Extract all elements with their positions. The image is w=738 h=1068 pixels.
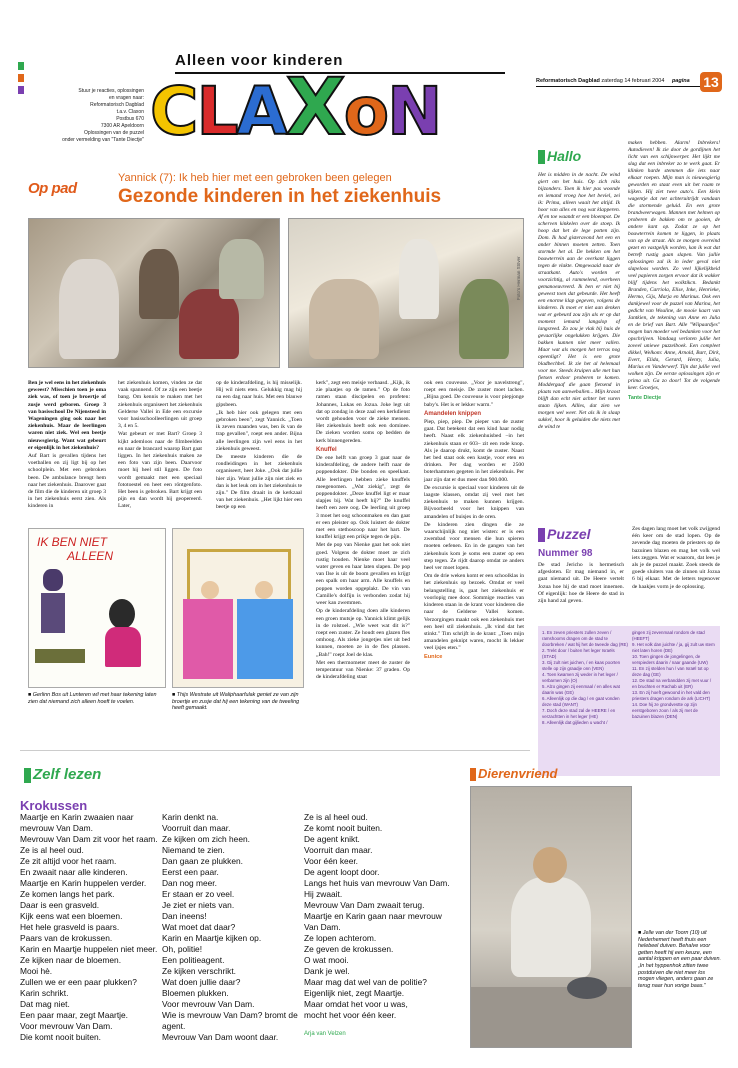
pigeon-photo <box>470 786 632 1048</box>
op-pad-tag: Op pad <box>28 180 77 197</box>
body-paragraph: Om de drie weken komt er een schoolklas in het ziekenhuis op bezoek. Omdat er veel belangstelling is, gaat het ziekenhuis er voorlopig mee door. Sommige reacties van kinderen staan in de krant voor kinderen die naar de Gelderse Vallei komen. Verzorgingen maakt ook een ziekenhuis met een heel stil ziekenhuis. „Ik vind dat het stinkt." Tim schrijft in de krant: „Toen mijn amandelen geknipt waren, mocht ik lekker veel ijsjes eten." <box>424 573 524 652</box>
clue: 5. Alzo gingen zij eenmaal / en alles wat daarin was (GE) <box>542 684 620 695</box>
clue: 2. Trekt door / buiten het leger Israëls (STAD) <box>542 648 615 659</box>
hospital-photo-1 <box>28 218 280 368</box>
clue: 12. De stad na verbandden zij met vuur / en bruchten er Rachab uit (ER) <box>632 678 712 689</box>
claxon-logo <box>150 63 500 153</box>
body-paragraph: Met de pop van Nienke gaat het ook niet goed. Volgens de dokter moet ze zich rustig houden. Nienke moet haar veel water geven en haar laten slapen. De pop van Ilse is uit de boom gevallen en krijgt een spalk om haar arm. Alle knuffels en poppen worden opgeplakt. De vin van Camille's dolfijn is verbonden zodat hij weer kan zwemmen. <box>316 542 410 607</box>
page-number: 13 <box>703 74 719 90</box>
contact-block: Stuur je reacties, oplossingen en vragen naar: Reformatorisch Dagblad t.a.v. Claxon Postbus 670 7300 AR Apeldoorn Oplossingen van de puzzel onder vermelding van "Tante Diectje" <box>62 88 144 143</box>
body-paragraph: kerk", zegt een meisje verbaasd. „Kijk, ik zie plaatjes op de ramen." Op de foto ramen staan discipelen en profeten: Johannes, Lukas en Jozua. Joke legt uit dat op zondag in deze zaal een kerkdienst wordt gehouden voor de zieke mensen. Het ziekenhuis heeft ook een dominee. De zieken worden soms op bedden de kerk binnengereden. <box>316 380 410 444</box>
clue: 1. En zeven priesters zullen zeven / ramshoorns dragen om de stad te doorbreken / wat hij het de tweede dag (RE) <box>542 630 628 647</box>
clue: 10. Toen gingen de jongelingen, de verspieders daarin / naar gaande (UW) <box>632 654 708 665</box>
body-paragraph: het ziekenhuis komen, vinden ze dat vaak spannend. Of ze zijn een beetje bang. Om kennis te maken met het ziekenhuis organiseert het ziekenhuis Gelderse Vallei in Ede een excursie voor basisschoolleerlingen uit groep 3, 4 en 5. <box>118 380 202 430</box>
drawing-text-line1: IK BEN NIET <box>37 535 108 549</box>
hallo-body: maken hebben. Alarm! Inbrekers! Autodieven! Ik zie door de gordijnen het licht van een schijnwerper. Het lijkt me slag dat een inbreker zo te werk gaat. Er klinken harde stemmen die iets naar elkaar roepen. Mijn man is nieuwsgierig geworden en staat even uit het raam te kijken. Hij ziet twee auto's. Een klein wagentje dat net achteruitrijdt vandaan die stormende geluid. En een grote brandweerwagen. Mannen met helmen op proberen de bakken om te gooien, de andere kant op. Zodat ze op het bouwterrein komen te liggen, in plaats van op de straat. Als ze morgen overeind gezet en vastgelijk worden, kan ik wat dat betreft rustig gaan slapen. Van jullie oplossingen zal ik in ieder geval niet slapeloos worden. Zo veel lijkelijkheid veel papieren zorgen ervoor dat ik wakker blijf tijdens het wolktikcn. Bedankt Branden, Carriola, Elise, Inke, Henrieke, Hermo, Gijs, Marja en Marinus. Ook een dankjewel voor de puzzel van Marina, het gedicht van Wouline, de mooie kaart van Jantkien, de tekening van Anne en Julia en de brief van Bart. Alle "Wiipaardjes" mogen hun moeder wel bedanken voor het opschrijven. Vandaag verloten jullie het zoveel uniewe puzzelboek. Een compleet dikkel, Welkom: Anne, Arnold, Bart, Dirk, Evert, Elida, Gerard, Henry, Julia, Marius en Vanderwerf. Tijn dat jullie veel wolken zijn. De eerste oplossingen zijn er prima uit. Ga zo door! Tot de volgende keer. Groetjes, <box>628 140 720 391</box>
logo-letter-n: N <box>387 73 441 150</box>
paper-name: Reformatorisch Dagblad <box>536 78 600 84</box>
body-paragraph: De meeste kinderen die de rondleidingen in het ziekenhuis organiseert, heet Joke. „Ook dat jullie hier zijn. Want jullie zijn niet ziek en dan is het leuk om in het ziekenhuis te zijn." De film draait in de kerkzaal van het ziekenhuis. „Het lijkt hier een beetje op een <box>216 454 302 511</box>
hospital-photo-2 <box>288 218 524 368</box>
body-paragraph: Piep, piep, piep. De pieper van de zuster gaat. Dat betekent dat een kind haar nodig heeft. Naast elk ziekenhuisbed –in het ziekenhuis staan er 603– zit een rode knop. Als je daarop drukt, komt de zuster. Naast het bed staat ook een kastje, voor eten en drinken. Per dag worden er 2500 boterhammen gegeten in het ziekenhuis. Per jaar zijn dat er dus meer dan 900.000. <box>424 419 524 483</box>
hallo-column-2 <box>628 140 720 403</box>
op-pad-column-3 <box>216 380 302 513</box>
puzzel-clues-box <box>538 626 720 776</box>
clue: 6. Alleenlijk op die dag / en gaat vonden deze stad (WANT) <box>542 696 620 707</box>
hallo-signoff: Tante Diectje <box>628 395 662 401</box>
clue: 7. Doch deze stad zal de HEERE / en verzachtten in het leger (HE) <box>542 708 616 719</box>
story-title: Krokussen <box>20 798 88 813</box>
body-paragraph: Wat gebeurt er met Bart? Groep 3 kijkt ademloos naar de filmbeelden en naar de brancard waarop Bart gaat liggen. In het ziekenhuis maken ze een foto van zijn been. Daarvoor moet hij heel stil liggen. De foto wordt gemaakt met een speciaal fototoestel en heet een röntgenfoto. Het been is gebroken. Bart krijgt een pijn en dan wordt hij geopereerd. Later, <box>118 431 202 510</box>
clue: 8. Alleenlijk dat gijlieden u wacht / <box>542 720 608 725</box>
subhead-knuffel: Knuffel <box>316 446 337 453</box>
op-pad-kicker: Yannick (7): Ik heb hier met een gebroken been gelegen <box>118 172 392 184</box>
color-marker-orange <box>18 74 24 82</box>
body-paragraph: ook een couveuse. „Voor je navelstreng", roept een meisje. De zuster moet lachen. „Bijna goed. De couveuse is voor piepjonge baby's. Het is er lekker warm." <box>424 380 524 408</box>
logo-letter-o: o <box>343 73 388 150</box>
photo-credit: Foto's Herman Stöver <box>516 256 521 300</box>
paper-header <box>536 78 690 84</box>
color-marker-purple <box>18 86 24 94</box>
body-paragraph: De excursie is speciaal voor kinderen uit de laagste klassen, omdat zij veel met het ziekenhuis te maken kunnen krijgen. Bijvoorbeeld voor het knippen van amandelen of buisjes in de oren. <box>424 484 524 520</box>
issue-date: zaterdag 14 februari 2004 <box>601 78 665 84</box>
clues-left <box>542 630 628 726</box>
intro-paragraph: Ben je wel eens in het ziekenhuis geweest? Misschien toen je oma ziek was, of toen je broertje of zusje werd geboren. Groep 3 van basisschool De Nijensteed in Wageningen ging ook naar het ziekenhuis. Maar de leerlingen waren niet ziek. Wel een beetje nieuwsgierig. Want wat gebeurt er eigenlijk in het ziekenhuis? <box>28 380 106 451</box>
clue: 3. Gij zult niet juichen, / en kaas poorten stelle op zijn graadje onn (VEN) <box>542 660 621 671</box>
puzzel-tag: Puzzel <box>538 526 591 542</box>
op-pad-column-1 <box>28 380 106 512</box>
clue: 11. En zij stelden hun / van Israël tot op deze dag (GE) <box>632 666 709 677</box>
hallo-tag: Hallo <box>538 148 581 164</box>
puzzel-number: Nummer 98 <box>538 548 593 559</box>
clues-right <box>632 630 716 720</box>
clue: 13. En zij hoeft gewoond in het vald den priesters dragen rondom de ark (LICHT) <box>632 690 711 701</box>
byline: Eunice <box>424 653 443 660</box>
drawing-text-line2: ALLEEN <box>67 549 114 563</box>
zelf-lezen-tag: Zelf lezen <box>24 766 101 783</box>
drawing-1 <box>28 528 166 688</box>
clue: 14. Doe hij ze grondvestte op zijn eerstgeboren zoon / als zij met de bazuinen blazen (DEN) <box>632 702 698 719</box>
puzzel-intro: De stad Jericho is hermetisch afgesloten. Er mag niemand in, er gaat niemand uit. De Heere vertelt Jozua hoe hij de stad moet innemen. Of eigenlijk: hoe de Heere de stad in zijn hand zal geven. <box>538 562 624 605</box>
dierenvriend-icon <box>470 768 476 781</box>
puzzel-icon <box>538 528 545 542</box>
op-pad-column-2 <box>118 380 202 512</box>
op-pad-column-4 <box>316 380 410 682</box>
logo-letter-a: A <box>236 73 286 150</box>
header-rule <box>536 86 704 87</box>
puzzel-column-2: Zes dagen lang moet het volk zwijgend één keer om de stad lopen. Op de zevende dag moeten de priesters op de bazuinen blazen en mag het volk wel iets zeggen. Wat er waarom, dat lees je als je de puzzel maakt. Zoek steeds de goede sluiters van de zinnen uit Jozua 6 bij elkaar. Met de letters tegenover de haakjes vorm je de oplossing. <box>632 526 720 590</box>
drawing-2-caption: ■ Thijs Westrate uit Waliphaarfulak geniet ze van zijn broertje en zusje dat hij een tekening van de tweeling heeft gemaakt. <box>172 692 300 712</box>
clue: 9. Het volk dan juichte / ja, gij zult uw stem niet laten horen (DE) <box>632 642 715 653</box>
clue: 4. Toen kwamen zij weder in het leger / verbarnen zijn (O) <box>542 672 618 683</box>
logo-letter-l: L <box>196 73 237 150</box>
story-column-1: Maartje en Karin zwaaien naar mevrouw Van Dam. Mevrouw Van Dam zit voor het raam. Ze is al heel oud. Ze zit altijd voor het raam. En zwaait naar alle kinderen. Maartje en Karin huppelen verder. Ze komen langs het park. Daar is een grasveld. Kijk eens wat een bloemen. Het hele grasveld is paars. Paars van de krokussen. Karin en Maartje huppelen niet meer. Ze kijken naar de bloemen. Mooi hè. Zullen we er een paar plukken? Karin schrikt. Dat mag niet. Een paar maar, zegt Maartje. Voor mevrouw Van Dam. Die komt nooit buiten. <box>20 812 158 1042</box>
zelf-lezen-icon <box>24 768 31 783</box>
logo-letter-x: X <box>285 63 344 153</box>
op-pad-column-5 <box>424 380 524 662</box>
masthead-tagline: Alleen voor kinderen <box>175 52 344 69</box>
body-paragraph: Met een thermometer meet de zuster de temperatuur van Nienke: 37 graden. Op de kinderafdeling staat <box>316 659 410 681</box>
body-paragraph: Auf Bart is gevallen tijdens het voetballen en zij ligt bij op het schoolplein. Met een gebroken been. De ambulance brengt hem naar het ziekenhuis. Daarover gaat de film die de kinderen uit groep 3 in het ziekenhuis eerst zien. Als kinderen in <box>28 453 106 510</box>
body-paragraph: Op de kinderafdeling doen alle kinderen een groen mutsje op. Yannick klimt gelijk in de rolstoel. „Wie weet wat dit is?" roept een zuster. Ze houdt een glazen fles omhoog. Als zieke jongetjes niet uit bed kunnen, moeten ze in de fles plassen. „Bah!" roept Joel de klas. <box>316 608 410 658</box>
clue: gingen zij zevenmaal rondom de stad (HEEFT) <box>632 630 705 641</box>
body-paragraph: De ene helft van groep 3 gaat naar de kinderafdeling, de andere helft naar de poppendokter. Die bonden en speelkast. Alle leerlingen hebben zieke knuffels meegenomen. „Wat ziekig", zegt de poppendokter. „Deze knuffel ligt er maar slapjes bij. Wat heeft hij?" De knuffel heeft een zere oog. De leerling uit groep 3 moet het oog schoonmaken en dan gaat er een pleister op. Ook luistert de dokter met een stethoscoop naar het hart. De knuffel krijgt een prikje tegen de pijn. <box>316 455 410 541</box>
story-byline: Arja van Velzen <box>304 1031 346 1037</box>
page-number-badge <box>700 72 722 92</box>
color-marker-green <box>18 62 24 70</box>
page-label: pagina <box>671 78 690 84</box>
body-paragraph: „Ik heb hier ook gelegen met een gebroken been", zegt Yannick. „Toen ik zeven maanden was, ben ik van de trap gevallen", roept een ander. Bijna alle leerlingen zijn wel eens in het ziekenhuis geweest. <box>216 409 302 452</box>
op-pad-headline: Gezonde kinderen in het ziekenhuis <box>118 186 442 207</box>
logo-letter-c: C <box>150 73 197 150</box>
body-paragraph: De kinderen zien dingen die ze waarschijnlijk nog niet wisten: er is een zwembad voor mensen die hun spieren moeten oefenen. En in de gangen van het ziekenhuis kom je soms een zuster op een step tegen. Ze rijdt daarop omdat ze anders heel ver moet lopen. <box>424 521 524 572</box>
section-divider <box>20 750 530 751</box>
subhead-amandelen: Amandelen knippen <box>424 410 482 417</box>
dierenvriend-tag: Dierenvriend <box>470 766 557 781</box>
drawing-2 <box>172 528 304 688</box>
body-paragraph: op de kinderafdeling, is hij misselijk. Hij wil niets eten. Gelukkig mag hij na een dag naar huis. Met een blauwe gipsbeen. <box>216 380 302 408</box>
hallo-icon <box>538 150 545 164</box>
story-column-2: Karin denkt na. Voorruit dan maar. Ze kijken om zich heen. Niemand te zien. Dan gaan ze plukken. Eerst een paar. Dan nog meer. Er staan er zo veel. Je ziet er niets van. Dan ineens! Wat moet dat daar? Karin en Maartje kijken op. Oh, politie! Een politieagent. Ze kijken verschrikt. Wat doen jullie daar? Bloemen plukken. Voor mevrouw Van Dam. Wie is mevrouw Van Dam? bromt de agent. Mevrouw Van Dam woont daar. <box>162 812 298 1042</box>
drawing-1-caption: ■ Gerlinn Bos uit Lunteren wil met haar tekening laten zien dat niemand zich alleen hoeft te voelen. <box>28 692 157 705</box>
story-column-3: Ze is al heel oud. Ze komt nooit buiten. De agent knikt. Voorruit dan maar. Voor één keer. De agent loopt door. Langs het huis van mevrouw Van Dam. Hij zwaait. Mevrouw Van Dam zwaait terug. Maartje en Karin gaan naar mevrouw Van Dam. Ze lopen achterom. Ze geven de krokussen. O wat mooi. Dank je wel. Maar mag dat wel van de politie? Eigenlijk niet, zegt Maartje. Maar omdat het voor u was, mocht het voor één keer. Arja van Velzen <box>304 812 454 1040</box>
pigeon-caption: ■ Jelle van der Toorn (10) uit Nederhemert heeft thuis een helebeel duiven. Behalve voor getten heeft hij een keuze, een aantal krippen en een paar duiven. „In het hyppenhok zitten twee postduiven die niet meer los mogen vliegen, anders gaan ze terug naar hun vorige baas." <box>638 930 722 989</box>
hallo-column-1: Het is midden in de nacht. De wind giert om het huis. Op zich niks bijzonders. Toen ik hier pas woonde en iemand vroeg hoe het beviel, zei ik: Prima, alleen waait het altijd. Ik hoor van alles en nog wat klapperen. Af en toe waandt er een bloempot. De scherven kinkelen over de stoep. Ik hoop dat het de lege potten zijn. Dom. Ik had gisteravond het een en ander binnen moeten zetten. Toen stormde het al. De hekken om het bouwterrein aan de overkant liggen tegen de vlakte. Omgewaaid naar de straatkant. Auto's worden er voorzichtig, al rammelend, overheen gemanoeuvreerd. Ik ben er niet bij geweest toen dat gebeurde. Het heeft een enorme klap gegeven, volgens de kinderen. Ik moet er niet aan denken wat er gebeurd zou zijn als er op dat moment iemand langslop of langsreed. Zo zou je vlak bij huis de gevaarlijke ongelukken krijgen. Die bakken kunnen niet meer vallen. Maar wat als morgen het terras nog opeenligt? Het is een grote bladbechbel. Ik zie het al helemaal voor me. Steeds kruipen alle met hun fietsen erdoor proberen te komen. Moddergaaf die gaan fietsend in plaats van aanweballen... Mijn kraost blijft dan echt niet achter het vuren staan lijken. Allles, dat zien we morgen wel weer. Net als ik in slaap sukkel, hoor ik geluiden die niets met de wind te <box>538 172 620 430</box>
